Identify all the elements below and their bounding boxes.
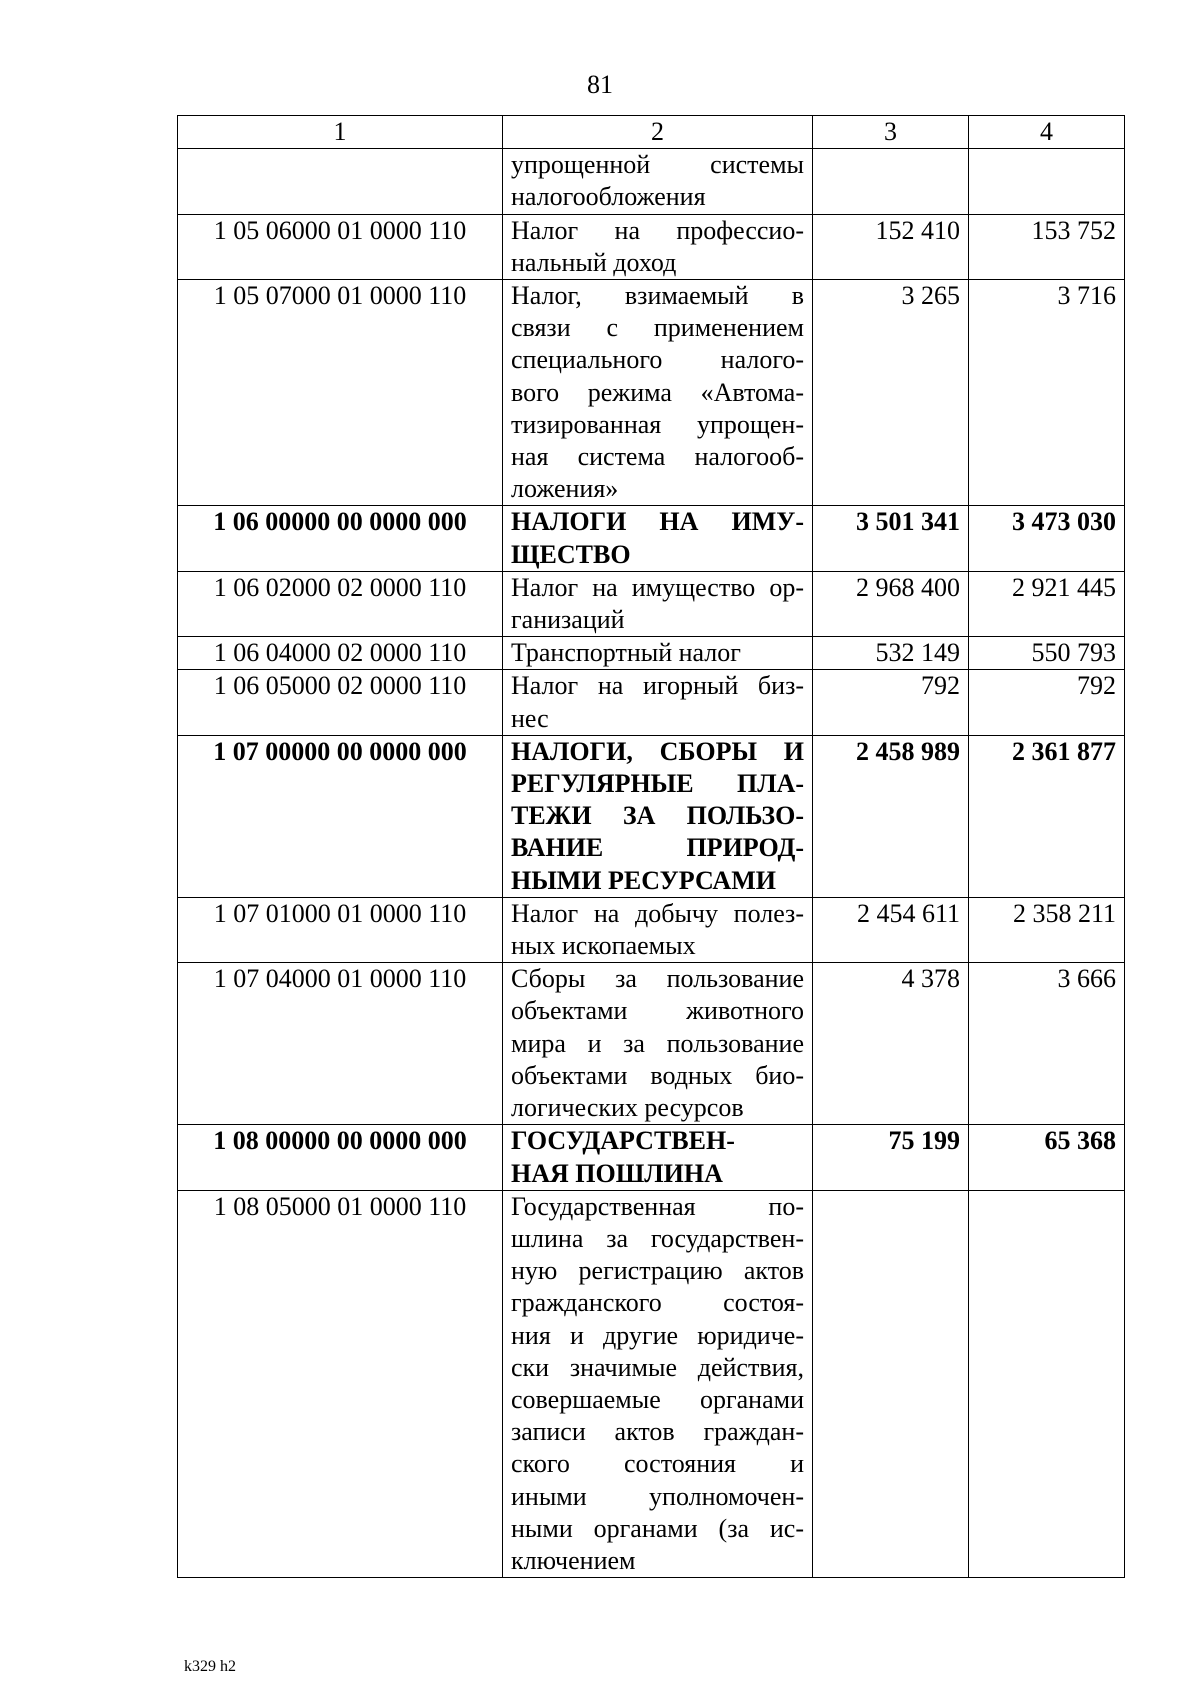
- amount-col4-cell: 2 358 211: [969, 897, 1125, 962]
- income-name-line: НАЛОГИ НА ИМУ-: [511, 507, 804, 537]
- income-name-line: связи с применением: [511, 313, 804, 343]
- income-name-cell: [503, 963, 813, 1125]
- budget-code-cell: 1 08 00000 00 0000 000: [178, 1125, 503, 1190]
- amount-col4-cell: 3 473 030: [969, 506, 1125, 571]
- income-name-line: Налог на игорный биз-: [511, 671, 804, 701]
- table-row: [178, 897, 1125, 962]
- amount-col3-cell: 2 968 400: [813, 571, 969, 636]
- income-name-line: специального налого-: [511, 345, 804, 375]
- income-name-line: объектами животного: [511, 996, 804, 1026]
- income-name-cell: [503, 1190, 813, 1577]
- income-name-cell: [503, 571, 813, 636]
- budget-table: [177, 115, 1125, 1578]
- income-name-line: ную регистрацию актов: [511, 1256, 804, 1286]
- income-name-line: совершаемые органами: [511, 1384, 804, 1414]
- income-name-line: вого режима «Автома-: [511, 377, 804, 407]
- amount-col3-cell: 75 199: [813, 1125, 969, 1190]
- column-header-1: 1: [178, 116, 503, 149]
- income-name-line: Сборы за пользование: [511, 964, 804, 994]
- budget-code-cell: 1 05 06000 01 0000 110: [178, 214, 503, 279]
- income-name-line: ключением: [511, 1545, 636, 1575]
- income-name-line: налогообложения: [511, 182, 706, 212]
- income-name-line: ных ископаемых: [511, 931, 696, 961]
- income-name-cell: [503, 670, 813, 735]
- amount-col3-cell: 4 378: [813, 963, 969, 1125]
- budget-code-cell: 1 07 04000 01 0000 110: [178, 963, 503, 1125]
- amount-col4-cell: 3 716: [969, 280, 1125, 506]
- budget-code-cell: 1 06 05000 02 0000 110: [178, 670, 503, 735]
- income-name-line: Налог на профессио-: [511, 215, 804, 245]
- income-name-line: объектами водных био-: [511, 1060, 804, 1090]
- amount-col4-cell: 2 361 877: [969, 735, 1125, 897]
- column-header-3: 3: [813, 116, 969, 149]
- budget-code-cell: 1 08 05000 01 0000 110: [178, 1190, 503, 1577]
- table-row: [178, 506, 1125, 571]
- table-row: [178, 670, 1125, 735]
- amount-col3-cell: [813, 1190, 969, 1577]
- budget-code-cell: 1 07 00000 00 0000 000: [178, 735, 503, 897]
- income-name-cell: [503, 735, 813, 897]
- amount-col3-cell: 792: [813, 670, 969, 735]
- table-row: [178, 735, 1125, 897]
- income-name-line: ВАНИЕ ПРИРОД-: [511, 833, 804, 863]
- budget-code-cell: 1 06 04000 02 0000 110: [178, 637, 503, 670]
- budget-code-cell: 1 05 07000 01 0000 110: [178, 280, 503, 506]
- income-name-cell: [503, 1125, 813, 1190]
- income-name-line: Транспортный налог: [511, 638, 741, 668]
- budget-code-cell: [178, 149, 503, 214]
- budget-code-cell: 1 06 02000 02 0000 110: [178, 571, 503, 636]
- amount-col4-cell: 65 368: [969, 1125, 1125, 1190]
- table-row: [178, 214, 1125, 279]
- income-name-line: гражданского состоя-: [511, 1288, 804, 1318]
- income-name-line: ная система налогооб-: [511, 442, 804, 472]
- income-name-cell: [503, 280, 813, 506]
- budget-code-cell: 1 07 01000 01 0000 110: [178, 897, 503, 962]
- income-name-line: Налог на имущество ор-: [511, 572, 804, 602]
- income-name-cell: [503, 214, 813, 279]
- budget-code-cell: 1 06 00000 00 0000 000: [178, 506, 503, 571]
- income-name-line: шлина за государствен-: [511, 1223, 804, 1253]
- amount-col3-cell: 2 454 611: [813, 897, 969, 962]
- table-row: [178, 637, 1125, 670]
- column-header-4: 4: [969, 116, 1125, 149]
- income-name-cell: [503, 637, 813, 670]
- income-name-line: НАЛОГИ, СБОРЫ И: [511, 736, 804, 766]
- amount-col4-cell: 153 752: [969, 214, 1125, 279]
- amount-col4-cell: 3 666: [969, 963, 1125, 1125]
- income-name-line: Налог, взимаемый в: [511, 281, 804, 311]
- income-name-line: записи актов граждан-: [511, 1417, 804, 1447]
- header-row: [178, 116, 1125, 149]
- income-name-line: ТЕЖИ ЗА ПОЛЬЗО-: [511, 801, 804, 831]
- table-row: [178, 149, 1125, 214]
- income-name-line: ложения»: [511, 474, 619, 504]
- income-name-line: ского состояния и: [511, 1449, 804, 1479]
- income-name-line: Налог на добычу полез-: [511, 898, 804, 928]
- income-name-line: НАЯ ПОШЛИНА: [511, 1158, 723, 1188]
- column-header-2: 2: [503, 116, 813, 149]
- income-name-line: ния и другие юридиче-: [511, 1320, 804, 1350]
- table-row: [178, 571, 1125, 636]
- income-name-line: ГОСУДАРСТВЕН-: [511, 1126, 735, 1156]
- income-name-line: мира и за пользование: [511, 1028, 804, 1058]
- income-name-line: иными уполномочен-: [511, 1481, 804, 1511]
- page-number: 81: [587, 70, 613, 99]
- footer-code: k329 h2: [184, 1658, 236, 1675]
- income-name-line: тизированная упрощен-: [511, 409, 804, 439]
- income-name-line: ЩЕСТВО: [511, 539, 631, 569]
- income-name-line: ски значимые действия,: [511, 1352, 804, 1382]
- amount-col4-cell: [969, 149, 1125, 214]
- amount-col3-cell: [813, 149, 969, 214]
- income-name-line: логических ресурсов: [511, 1093, 744, 1123]
- income-name-cell: [503, 149, 813, 214]
- income-name-line: нес: [511, 703, 549, 733]
- income-name-line: РЕГУЛЯРНЫЕ ПЛА-: [511, 769, 804, 799]
- table-row: [178, 963, 1125, 1125]
- table-row: [178, 280, 1125, 506]
- income-name-cell: [503, 897, 813, 962]
- amount-col4-cell: 550 793: [969, 637, 1125, 670]
- table-row: [178, 1125, 1125, 1190]
- amount-col3-cell: 3 265: [813, 280, 969, 506]
- income-name-line: НЫМИ РЕСУРСАМИ: [511, 865, 776, 895]
- amount-col4-cell: 2 921 445: [969, 571, 1125, 636]
- amount-col4-cell: [969, 1190, 1125, 1577]
- income-name-cell: [503, 506, 813, 571]
- income-name-line: ными органами (за ис-: [511, 1513, 804, 1543]
- income-name-line: Государственная по-: [511, 1191, 804, 1221]
- amount-col3-cell: 532 149: [813, 637, 969, 670]
- amount-col3-cell: 152 410: [813, 214, 969, 279]
- income-name-line: ганизаций: [511, 605, 625, 635]
- amount-col4-cell: 792: [969, 670, 1125, 735]
- income-name-line: упрощенной системы: [511, 150, 804, 180]
- amount-col3-cell: 2 458 989: [813, 735, 969, 897]
- income-name-line: нальный доход: [511, 247, 677, 277]
- amount-col3-cell: 3 501 341: [813, 506, 969, 571]
- table-row: [178, 1190, 1125, 1577]
